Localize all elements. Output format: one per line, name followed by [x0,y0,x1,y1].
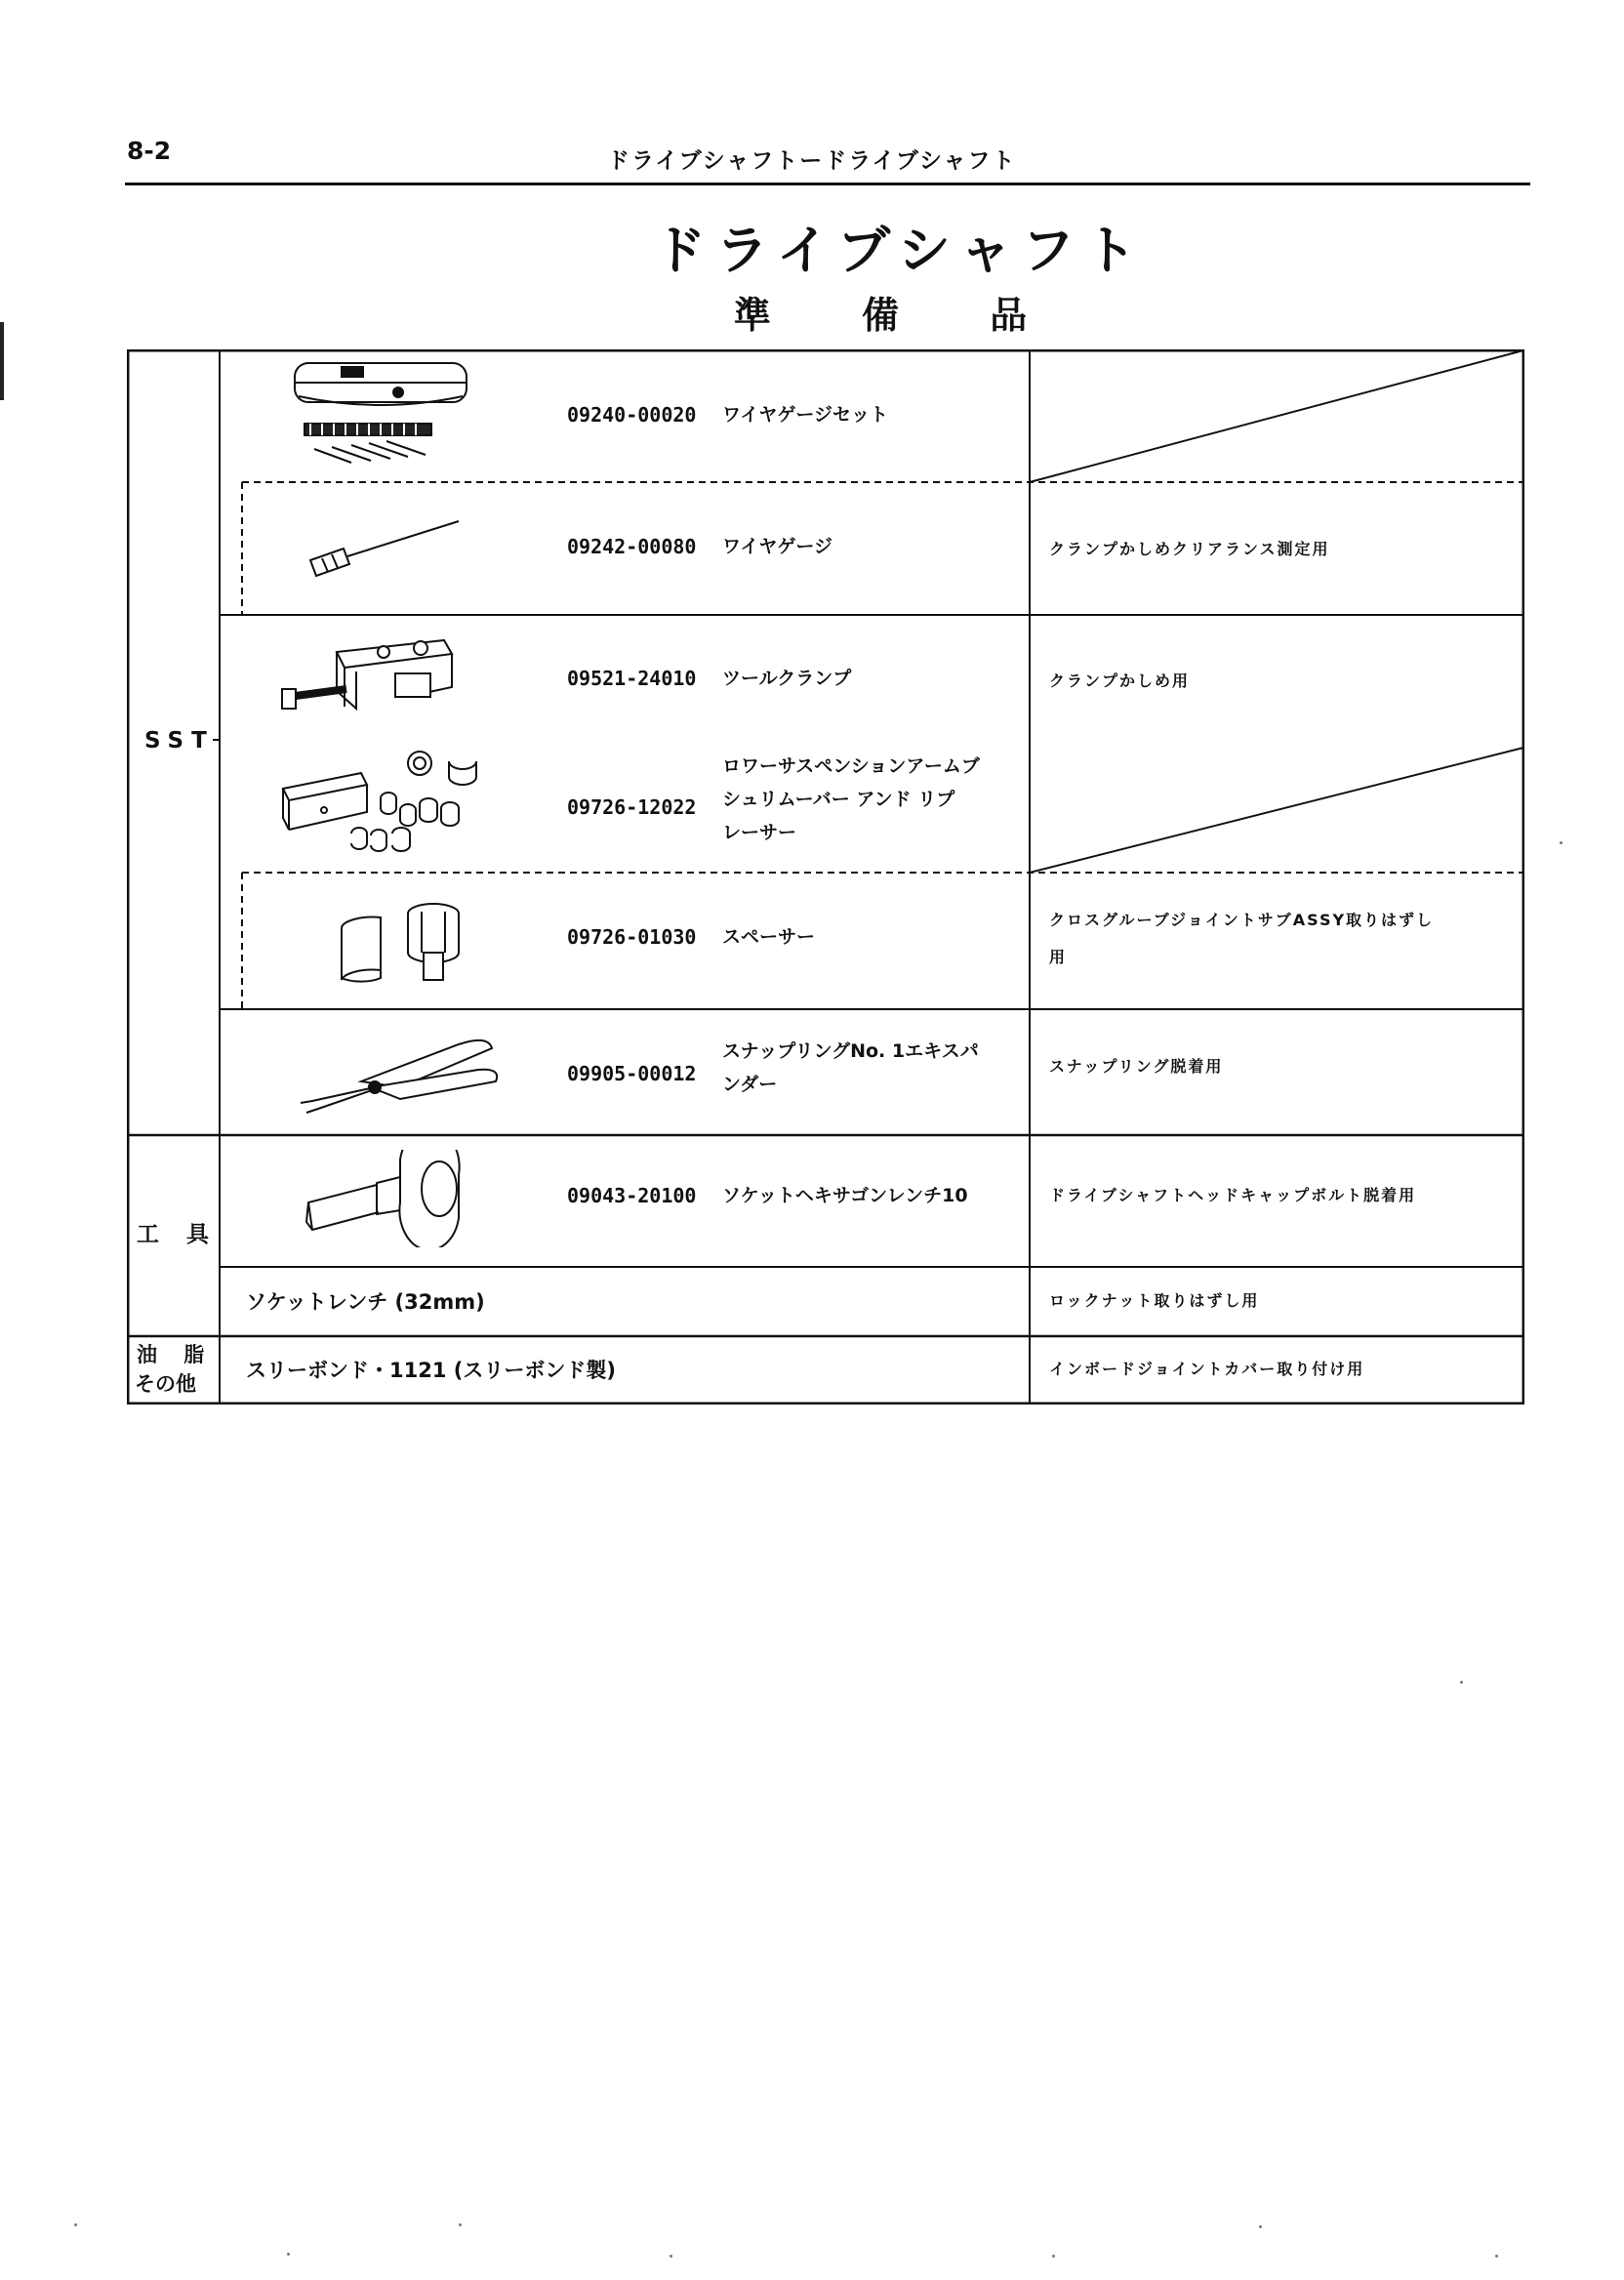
tool-name: ソケットレンチ (32mm) [246,1290,485,1314]
part-number: 09242-00080 [567,535,697,558]
usage-text: インボードジョイントカバー取り付け用 [1049,1360,1365,1378]
part-name-line: ロワーサスペンションアームブ [722,755,980,777]
scan-speck [459,2223,462,2226]
part-name: ワイヤゲージ [722,536,833,557]
hexagon-socket-wrench-icon [293,1150,488,1247]
sealant-name: スリーボンド・1121 (スリーボンド製) [246,1359,616,1382]
scan-speck [1259,2225,1262,2228]
scan-speck [74,2223,77,2226]
usage-text: ドライブシャフトヘッドキャップボルト脱着用 [1049,1186,1417,1204]
part-name-line: ンダー [722,1074,778,1095]
header-rule [125,183,1530,185]
snap-ring-expander-icon [293,1031,508,1119]
part-number: 09240-00020 [567,403,697,427]
running-title: ドライブシャフトードライブシャフト [607,148,1017,174]
part-name-line: レーサー [722,822,797,843]
part-number: 09726-01030 [567,925,697,949]
part-name-line: スナップリングNo. 1エキスパ [722,1040,979,1062]
tool-clamp-icon [278,632,493,730]
page-number: 8-2 [127,137,172,165]
usage-text: クランプかしめクリアランス測定用 [1049,540,1330,558]
scan-speck [1560,841,1563,844]
scan-speck [1495,2255,1498,2258]
scan-speck [287,2253,290,2256]
page-subtitle: 準 備 品 [733,294,1067,337]
usage-text: スナップリング脱着用 [1049,1057,1224,1076]
spacer-icon [322,896,478,994]
category-tools: 工 具 [137,1222,220,1247]
bushing-remover-set-icon [273,750,508,857]
category-oil-line1: 油 脂 [137,1343,215,1366]
category-oil-line2: その他 [135,1372,196,1396]
wire-gauge-icon [303,515,478,584]
part-number: 09521-24010 [567,667,697,690]
wire-gauge-set-case-icon [283,357,478,479]
part-number: 09043-20100 [567,1184,697,1207]
usage-text: ロックナット取りはずし用 [1049,1291,1260,1310]
scan-speck [670,2255,672,2258]
part-name: スペーサー [722,926,816,948]
usage-text-line: 用 [1049,948,1068,966]
scan-speck [1052,2255,1055,2258]
part-name: ワイヤゲージセット [722,404,889,426]
usage-text-line: クロスグルーブジョイントサブASSY取りはずし [1049,911,1435,929]
usage-text: クランプかしめ用 [1049,672,1191,690]
part-number: 09726-12022 [567,795,697,819]
part-name: ツールクランプ [722,668,852,689]
category-sst: SST [144,728,215,753]
part-name: ソケットヘキサゴンレンチ10 [722,1185,968,1206]
part-number: 09905-00012 [567,1062,697,1085]
preparation-table [127,349,1524,1405]
part-name-line: シュリムーバー アンド リプ [722,789,955,810]
page-title: ドライブシャフト [653,220,1147,281]
scan-speck [1460,1681,1463,1684]
